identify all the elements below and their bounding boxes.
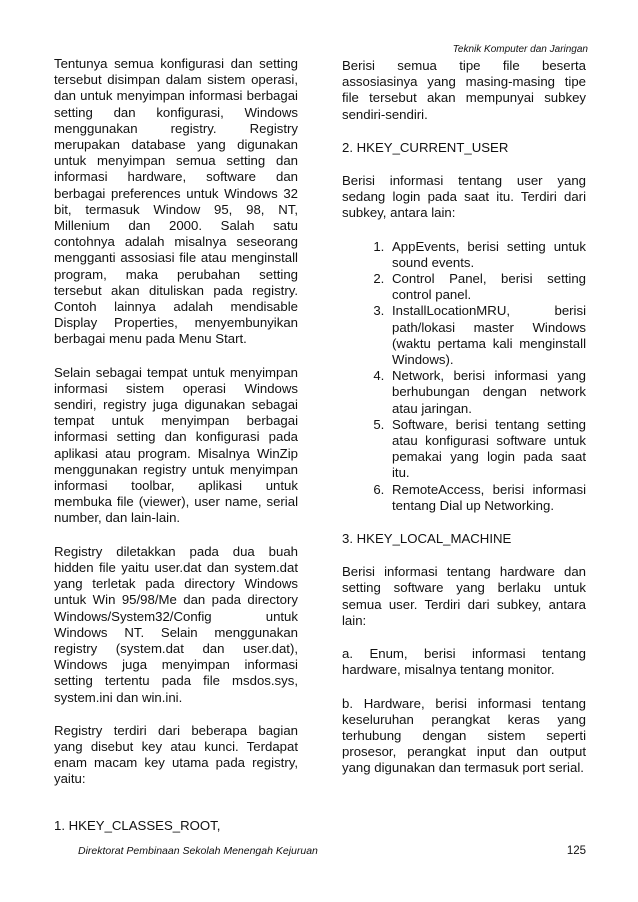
subkey-list [342, 239, 586, 514]
list-item: 5. Software, berisi tentang setting atau konfigurasi software untuk pemakai yang login pada saat itu. [388, 417, 586, 482]
section-heading: 3. HKEY_LOCAL_MACHINE [342, 531, 512, 547]
paragraph: 1. HKEY_CLASSES_ROOT, [54, 818, 221, 833]
list-item: 2. Control Panel, berisi setting control panel. [388, 271, 586, 303]
paragraph: Berisi semua tipe file beserta assosiasinya yang masing-masing tipe file tersebut akan mempunyai subkey sendiri-sendiri. [342, 58, 586, 122]
list-item: 6. RemoteAccess, berisi informasi tentang Dial up Networking. [388, 482, 586, 514]
section-heading: 2. HKEY_CURRENT_USER [342, 139, 509, 155]
paragraph: Berisi informasi tentang hardware dan setting software yang berlaku untuk semua user. Terdiri dari subkey, antara lain: [342, 564, 586, 628]
list-item: 1. AppEvents, berisi setting untuk sound events. [388, 239, 586, 271]
paragraph: b. Hardware, berisi informasi tentang keseluruhan perangkat keras yang terhubung dengan sistem seperti prosesor, perangkat input dan output yang digunakan dan termasuk port serial. [342, 695, 586, 776]
paragraph: Registry terdiri dari beberapa bagian yang disebut key atau kunci. Terdapat enam macam key utama pada registry, yaitu: [54, 722, 298, 787]
left-column [54, 56, 298, 805]
right-column [342, 58, 586, 794]
paragraph: Berisi informasi tentang user yang sedang login pada saat itu. Terdiri dari subkey, antara lain: [342, 173, 586, 221]
list-item: 4. Network, berisi informasi yang berhubungan dengan network atau jaringan. [388, 368, 586, 417]
paragraph: Registry diletakkan pada dua buah hidden file yaitu user.dat dan system.dat yang terletak pada directory Windows untuk Win 95/98/Me dan pada directory Windows/System32/Config untuk Windows NT. Selain menggunakan registry (system.dat dan user.dat), Windows juga menyimpan informasi setting tertentu pada file msdos.sys, system.ini dan win.ini. [54, 543, 298, 705]
running-header: Teknik Komputer dan Jaringan [452, 44, 588, 55]
page-number: 125 [566, 845, 586, 857]
paragraph: Tentunya semua konfigurasi dan setting tersebut disimpan dalam sistem operasi, dan untuk menyimpan informasi berbagai setting dan konfigurasi, Windows menggunakan registry. Registry merupakan database yang digunakan untuk menyimpan semua setting dan informasi hardware, software dan berbagai preferences untuk Windows 32 bit, termasuk Window 95, 98, NT, Millenium dan 2000. Salah satu contohnya adalah misalnya seseorang mengganti assosiasi file atau menginstall program, maka perubahan setting tersebut akan dituliskan pada registry. Contoh lainnya adalah mendisable Display Properties, menyembunyikan berbagai menu pada Menu Start. [54, 56, 298, 347]
list-item: 3. InstallLocationMRU, berisi path/lokasi master Windows (waktu pertama kali menginstall Windows). [388, 303, 586, 368]
paragraph: Selain sebagai tempat untuk menyimpan informasi sistem operasi Windows sendiri, registry juga digunakan sebagai tempat untuk menyimpan berbagai informasi setting dan konfigurasi pada aplikasi atau program. Misalnya WinZip menggunakan registry untuk menyimpan informasi toolbar, aplikasi untuk membuka file (viewer), user name, serial number, dan lain-lain. [54, 364, 298, 526]
footer-institution: Direktorat Pembinaan Sekolah Menengah Kejuruan [78, 845, 318, 857]
paragraph: a. Enum, berisi informasi tentang hardware, misalnya tentang monitor. [342, 646, 586, 678]
page-footer [78, 845, 586, 857]
